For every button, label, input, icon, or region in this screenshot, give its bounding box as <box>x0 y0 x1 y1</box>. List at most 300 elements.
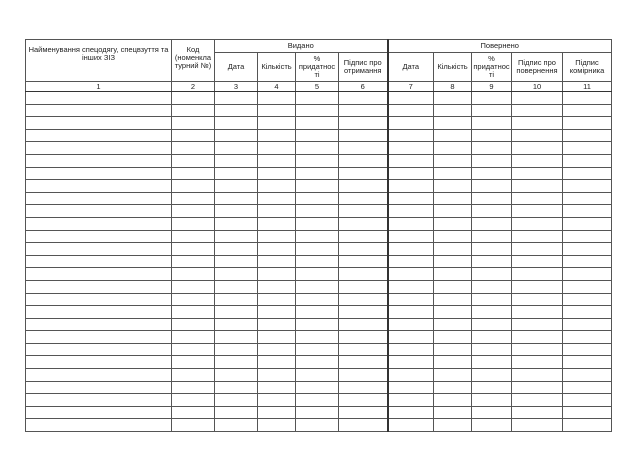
table-cell[interactable] <box>215 243 258 256</box>
table-cell[interactable] <box>172 205 215 218</box>
table-cell[interactable] <box>296 129 339 142</box>
table-cell[interactable] <box>472 129 512 142</box>
table-cell[interactable] <box>388 356 434 369</box>
table-cell[interactable] <box>215 268 258 281</box>
table-cell[interactable] <box>215 205 258 218</box>
table-cell[interactable] <box>258 406 296 419</box>
table-cell[interactable] <box>388 318 434 331</box>
table-cell[interactable] <box>563 268 612 281</box>
table-cell[interactable] <box>258 369 296 382</box>
table-cell[interactable] <box>172 343 215 356</box>
table-cell[interactable] <box>172 129 215 142</box>
table-cell[interactable] <box>339 205 388 218</box>
table-cell[interactable] <box>472 92 512 105</box>
table-cell[interactable] <box>258 243 296 256</box>
table-cell[interactable] <box>258 154 296 167</box>
table-cell[interactable] <box>434 104 472 117</box>
table-cell[interactable] <box>26 142 172 155</box>
table-cell[interactable] <box>172 192 215 205</box>
table-cell[interactable] <box>563 92 612 105</box>
table-cell[interactable] <box>296 419 339 432</box>
table-cell[interactable] <box>563 217 612 230</box>
table-cell[interactable] <box>258 268 296 281</box>
table-cell[interactable] <box>172 117 215 130</box>
table-cell[interactable] <box>472 192 512 205</box>
table-cell[interactable] <box>172 318 215 331</box>
table-cell[interactable] <box>296 92 339 105</box>
table-cell[interactable] <box>563 142 612 155</box>
table-cell[interactable] <box>512 268 563 281</box>
table-cell[interactable] <box>26 343 172 356</box>
table-cell[interactable] <box>215 381 258 394</box>
table-cell[interactable] <box>296 217 339 230</box>
table-cell[interactable] <box>258 104 296 117</box>
table-cell[interactable] <box>26 406 172 419</box>
table-cell[interactable] <box>563 318 612 331</box>
table-cell[interactable] <box>172 154 215 167</box>
table-cell[interactable] <box>258 129 296 142</box>
table-cell[interactable] <box>26 255 172 268</box>
table-cell[interactable] <box>472 104 512 117</box>
table-cell[interactable] <box>434 243 472 256</box>
table-cell[interactable] <box>339 356 388 369</box>
table-cell[interactable] <box>512 343 563 356</box>
table-cell[interactable] <box>563 343 612 356</box>
table-cell[interactable] <box>172 394 215 407</box>
table-cell[interactable] <box>512 154 563 167</box>
table-cell[interactable] <box>563 117 612 130</box>
table-cell[interactable] <box>296 230 339 243</box>
table-cell[interactable] <box>339 306 388 319</box>
table-cell[interactable] <box>172 255 215 268</box>
table-cell[interactable] <box>258 381 296 394</box>
table-cell[interactable] <box>388 92 434 105</box>
table-cell[interactable] <box>472 230 512 243</box>
table-cell[interactable] <box>512 129 563 142</box>
table-cell[interactable] <box>26 180 172 193</box>
table-cell[interactable] <box>472 318 512 331</box>
table-cell[interactable] <box>26 92 172 105</box>
table-cell[interactable] <box>512 192 563 205</box>
table-cell[interactable] <box>472 243 512 256</box>
table-cell[interactable] <box>215 217 258 230</box>
table-cell[interactable] <box>258 394 296 407</box>
table-cell[interactable] <box>434 343 472 356</box>
table-cell[interactable] <box>296 268 339 281</box>
table-cell[interactable] <box>172 167 215 180</box>
table-cell[interactable] <box>472 205 512 218</box>
table-cell[interactable] <box>215 255 258 268</box>
table-cell[interactable] <box>258 255 296 268</box>
table-cell[interactable] <box>434 280 472 293</box>
table-cell[interactable] <box>472 217 512 230</box>
table-cell[interactable] <box>339 129 388 142</box>
table-cell[interactable] <box>296 394 339 407</box>
table-cell[interactable] <box>26 104 172 117</box>
table-cell[interactable] <box>339 268 388 281</box>
table-cell[interactable] <box>215 331 258 344</box>
table-cell[interactable] <box>434 217 472 230</box>
table-cell[interactable] <box>512 92 563 105</box>
table-cell[interactable] <box>296 255 339 268</box>
table-cell[interactable] <box>296 205 339 218</box>
table-cell[interactable] <box>339 343 388 356</box>
table-cell[interactable] <box>258 180 296 193</box>
table-cell[interactable] <box>296 406 339 419</box>
table-cell[interactable] <box>296 167 339 180</box>
table-cell[interactable] <box>472 394 512 407</box>
table-cell[interactable] <box>512 419 563 432</box>
table-cell[interactable] <box>512 142 563 155</box>
table-cell[interactable] <box>172 230 215 243</box>
table-cell[interactable] <box>388 104 434 117</box>
table-cell[interactable] <box>512 356 563 369</box>
table-cell[interactable] <box>26 129 172 142</box>
table-cell[interactable] <box>339 255 388 268</box>
table-cell[interactable] <box>434 381 472 394</box>
table-cell[interactable] <box>434 306 472 319</box>
table-cell[interactable] <box>215 306 258 319</box>
table-cell[interactable] <box>388 280 434 293</box>
table-cell[interactable] <box>258 419 296 432</box>
table-cell[interactable] <box>434 92 472 105</box>
table-cell[interactable] <box>172 180 215 193</box>
table-cell[interactable] <box>388 154 434 167</box>
table-cell[interactable] <box>512 205 563 218</box>
table-cell[interactable] <box>258 142 296 155</box>
table-cell[interactable] <box>258 167 296 180</box>
table-cell[interactable] <box>434 205 472 218</box>
table-cell[interactable] <box>296 356 339 369</box>
table-cell[interactable] <box>563 180 612 193</box>
table-cell[interactable] <box>258 318 296 331</box>
table-cell[interactable] <box>434 180 472 193</box>
table-cell[interactable] <box>26 369 172 382</box>
table-cell[interactable] <box>339 104 388 117</box>
table-cell[interactable] <box>26 394 172 407</box>
table-cell[interactable] <box>472 369 512 382</box>
table-cell[interactable] <box>512 255 563 268</box>
table-cell[interactable] <box>339 117 388 130</box>
table-cell[interactable] <box>512 104 563 117</box>
table-cell[interactable] <box>512 306 563 319</box>
table-cell[interactable] <box>388 419 434 432</box>
table-cell[interactable] <box>258 230 296 243</box>
table-cell[interactable] <box>339 280 388 293</box>
table-cell[interactable] <box>26 230 172 243</box>
table-cell[interactable] <box>388 369 434 382</box>
table-cell[interactable] <box>388 381 434 394</box>
table-cell[interactable] <box>258 293 296 306</box>
table-cell[interactable] <box>472 419 512 432</box>
table-cell[interactable] <box>512 243 563 256</box>
table-cell[interactable] <box>339 331 388 344</box>
table-cell[interactable] <box>26 318 172 331</box>
table-cell[interactable] <box>388 394 434 407</box>
table-cell[interactable] <box>563 280 612 293</box>
table-cell[interactable] <box>388 142 434 155</box>
table-cell[interactable] <box>512 369 563 382</box>
table-cell[interactable] <box>563 154 612 167</box>
table-cell[interactable] <box>26 243 172 256</box>
table-cell[interactable] <box>388 343 434 356</box>
table-cell[interactable] <box>172 142 215 155</box>
table-cell[interactable] <box>296 381 339 394</box>
table-cell[interactable] <box>563 394 612 407</box>
table-cell[interactable] <box>388 205 434 218</box>
table-cell[interactable] <box>512 394 563 407</box>
table-cell[interactable] <box>172 356 215 369</box>
table-cell[interactable] <box>258 92 296 105</box>
table-cell[interactable] <box>339 369 388 382</box>
table-cell[interactable] <box>388 406 434 419</box>
table-cell[interactable] <box>472 154 512 167</box>
table-cell[interactable] <box>512 117 563 130</box>
table-cell[interactable] <box>339 419 388 432</box>
table-cell[interactable] <box>563 369 612 382</box>
table-cell[interactable] <box>472 167 512 180</box>
table-cell[interactable] <box>26 205 172 218</box>
table-cell[interactable] <box>388 243 434 256</box>
table-cell[interactable] <box>563 243 612 256</box>
table-cell[interactable] <box>339 167 388 180</box>
table-cell[interactable] <box>563 293 612 306</box>
table-cell[interactable] <box>296 306 339 319</box>
table-cell[interactable] <box>472 180 512 193</box>
table-cell[interactable] <box>339 293 388 306</box>
table-cell[interactable] <box>472 406 512 419</box>
table-cell[interactable] <box>339 92 388 105</box>
table-cell[interactable] <box>26 117 172 130</box>
table-cell[interactable] <box>388 180 434 193</box>
table-cell[interactable] <box>215 230 258 243</box>
table-cell[interactable] <box>512 217 563 230</box>
table-cell[interactable] <box>215 192 258 205</box>
table-cell[interactable] <box>563 205 612 218</box>
table-cell[interactable] <box>563 356 612 369</box>
table-cell[interactable] <box>563 419 612 432</box>
table-cell[interactable] <box>388 268 434 281</box>
table-cell[interactable] <box>472 381 512 394</box>
table-cell[interactable] <box>258 280 296 293</box>
table-cell[interactable] <box>434 167 472 180</box>
table-cell[interactable] <box>258 205 296 218</box>
table-cell[interactable] <box>339 180 388 193</box>
table-cell[interactable] <box>215 180 258 193</box>
table-cell[interactable] <box>215 92 258 105</box>
table-cell[interactable] <box>215 369 258 382</box>
table-cell[interactable] <box>512 167 563 180</box>
table-cell[interactable] <box>434 129 472 142</box>
table-cell[interactable] <box>172 293 215 306</box>
table-cell[interactable] <box>215 117 258 130</box>
table-cell[interactable] <box>512 230 563 243</box>
table-cell[interactable] <box>472 255 512 268</box>
table-cell[interactable] <box>563 104 612 117</box>
table-cell[interactable] <box>472 268 512 281</box>
table-cell[interactable] <box>172 419 215 432</box>
table-cell[interactable] <box>434 117 472 130</box>
table-cell[interactable] <box>258 117 296 130</box>
table-cell[interactable] <box>434 255 472 268</box>
table-cell[interactable] <box>26 280 172 293</box>
table-cell[interactable] <box>172 243 215 256</box>
header-returned-quantity: Кількість <box>434 53 472 82</box>
table-cell[interactable] <box>472 356 512 369</box>
table-cell[interactable] <box>339 142 388 155</box>
table-cell[interactable] <box>172 331 215 344</box>
table-cell[interactable] <box>434 318 472 331</box>
table-cell[interactable] <box>215 343 258 356</box>
table-cell[interactable] <box>258 331 296 344</box>
table-cell[interactable] <box>434 331 472 344</box>
table-cell[interactable] <box>296 180 339 193</box>
table-cell[interactable] <box>339 406 388 419</box>
table-cell[interactable] <box>172 280 215 293</box>
table-cell[interactable] <box>258 356 296 369</box>
table-cell[interactable] <box>434 192 472 205</box>
table-cell[interactable] <box>258 306 296 319</box>
table-cell[interactable] <box>563 192 612 205</box>
table-cell[interactable] <box>388 217 434 230</box>
table-cell[interactable] <box>172 306 215 319</box>
table-cell[interactable] <box>434 419 472 432</box>
table-cell[interactable] <box>563 129 612 142</box>
table-cell[interactable] <box>339 192 388 205</box>
table-cell[interactable] <box>296 142 339 155</box>
table-cell[interactable] <box>172 369 215 382</box>
table-cell[interactable] <box>434 356 472 369</box>
table-cell[interactable] <box>388 167 434 180</box>
table-cell[interactable] <box>215 356 258 369</box>
table-cell[interactable] <box>388 306 434 319</box>
table-cell[interactable] <box>339 217 388 230</box>
table-cell[interactable] <box>563 331 612 344</box>
table-cell[interactable] <box>434 230 472 243</box>
table-cell[interactable] <box>388 293 434 306</box>
table-cell[interactable] <box>472 142 512 155</box>
table-cell[interactable] <box>215 419 258 432</box>
table-cell[interactable] <box>388 129 434 142</box>
table-cell[interactable] <box>296 331 339 344</box>
table-cell[interactable] <box>215 293 258 306</box>
table-cell[interactable] <box>296 154 339 167</box>
table-cell[interactable] <box>512 293 563 306</box>
table-cell[interactable] <box>26 268 172 281</box>
table-cell[interactable] <box>26 356 172 369</box>
table-cell[interactable] <box>563 381 612 394</box>
table-cell[interactable] <box>388 230 434 243</box>
table-cell[interactable] <box>472 331 512 344</box>
table-cell[interactable] <box>296 117 339 130</box>
table-cell[interactable] <box>512 331 563 344</box>
table-cell[interactable] <box>563 406 612 419</box>
table-cell[interactable] <box>296 280 339 293</box>
table-cell[interactable] <box>563 306 612 319</box>
table-cell[interactable] <box>434 268 472 281</box>
table-cell[interactable] <box>258 192 296 205</box>
table-cell[interactable] <box>172 381 215 394</box>
table-cell[interactable] <box>388 255 434 268</box>
table-cell[interactable] <box>296 343 339 356</box>
table-cell[interactable] <box>26 154 172 167</box>
table-cell[interactable] <box>339 318 388 331</box>
table-cell[interactable] <box>512 280 563 293</box>
table-cell[interactable] <box>215 280 258 293</box>
table-cell[interactable] <box>472 280 512 293</box>
table-cell[interactable] <box>172 217 215 230</box>
table-cell[interactable] <box>296 369 339 382</box>
table-cell[interactable] <box>26 331 172 344</box>
table-cell[interactable] <box>215 394 258 407</box>
header-returned-fitness: % придатнос ті <box>472 53 512 82</box>
table-cell[interactable] <box>215 154 258 167</box>
table-cell[interactable] <box>296 318 339 331</box>
table-cell[interactable] <box>563 230 612 243</box>
table-cell[interactable] <box>172 406 215 419</box>
table-cell[interactable] <box>563 167 612 180</box>
table-cell[interactable] <box>26 217 172 230</box>
table-cell[interactable] <box>434 394 472 407</box>
table-cell[interactable] <box>215 142 258 155</box>
table-cell[interactable] <box>388 331 434 344</box>
table-cell[interactable] <box>434 293 472 306</box>
column-number: 11 <box>563 82 612 92</box>
table-cell[interactable] <box>339 154 388 167</box>
table-cell[interactable] <box>296 243 339 256</box>
table-cell[interactable] <box>339 394 388 407</box>
table-cell[interactable] <box>172 92 215 105</box>
table-cell[interactable] <box>434 142 472 155</box>
table-cell[interactable] <box>512 180 563 193</box>
table-cell[interactable] <box>26 381 172 394</box>
table-cell[interactable] <box>26 167 172 180</box>
table-cell[interactable] <box>172 104 215 117</box>
table-cell[interactable] <box>472 293 512 306</box>
table-cell[interactable] <box>388 117 434 130</box>
table-cell[interactable] <box>388 192 434 205</box>
table-cell[interactable] <box>472 343 512 356</box>
table-cell[interactable] <box>215 129 258 142</box>
table-cell[interactable] <box>472 306 512 319</box>
table-cell[interactable] <box>434 369 472 382</box>
table-cell[interactable] <box>26 192 172 205</box>
table-cell[interactable] <box>26 419 172 432</box>
table-cell[interactable] <box>512 381 563 394</box>
table-cell[interactable] <box>339 381 388 394</box>
table-cell[interactable] <box>26 293 172 306</box>
table-cell[interactable] <box>215 318 258 331</box>
table-cell[interactable] <box>215 406 258 419</box>
table-cell[interactable] <box>26 306 172 319</box>
table-cell[interactable] <box>434 406 472 419</box>
table-cell[interactable] <box>296 104 339 117</box>
table-cell[interactable] <box>215 167 258 180</box>
table-cell[interactable] <box>258 217 296 230</box>
table-cell[interactable] <box>512 318 563 331</box>
table-cell[interactable] <box>339 230 388 243</box>
table-cell[interactable] <box>296 293 339 306</box>
table-cell[interactable] <box>512 406 563 419</box>
table-cell[interactable] <box>172 268 215 281</box>
table-cell[interactable] <box>215 104 258 117</box>
table-cell[interactable] <box>296 192 339 205</box>
table-cell[interactable] <box>434 154 472 167</box>
table-cell[interactable] <box>472 117 512 130</box>
table-cell[interactable] <box>563 255 612 268</box>
table-cell[interactable] <box>339 243 388 256</box>
table-cell[interactable] <box>258 343 296 356</box>
